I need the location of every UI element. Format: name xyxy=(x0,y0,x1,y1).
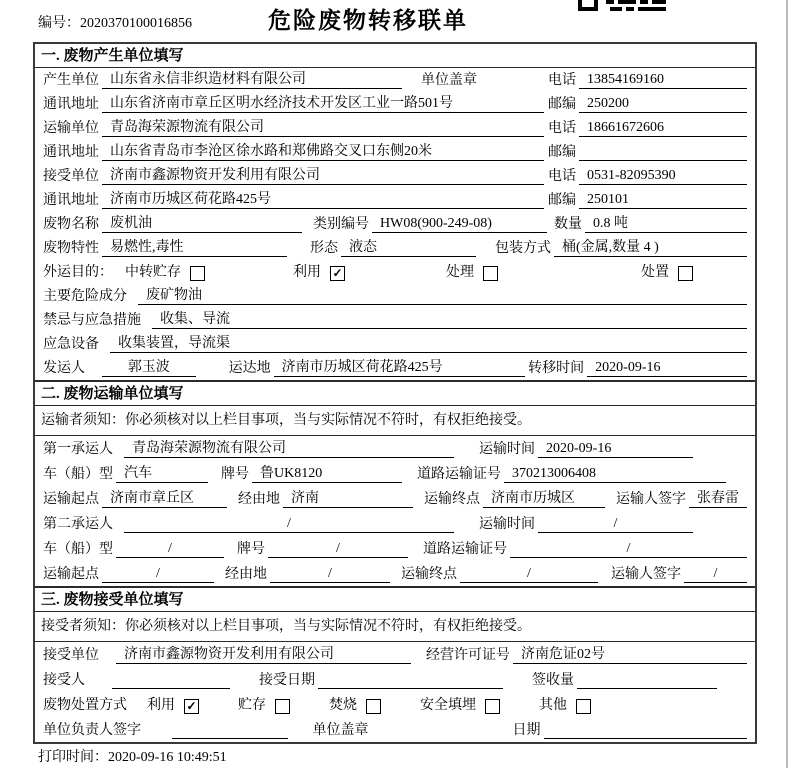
checkbox-label: 利用 xyxy=(293,265,321,280)
section-receiver-title: 三. 废物接受单位填写 xyxy=(35,588,755,612)
field-value: 370213006408 xyxy=(504,465,726,483)
field-label: 运达地 xyxy=(228,361,271,376)
form-row-transport-unit xyxy=(35,116,755,140)
field-label: 电话 xyxy=(548,169,576,184)
form-row-outbound-purpose xyxy=(35,260,755,284)
section-receiver xyxy=(35,586,755,742)
field-value: 0.8 吨 xyxy=(585,215,747,233)
field-value: 0531-82095390 xyxy=(579,167,747,185)
field-label: 车（船）型 xyxy=(43,542,113,557)
form-row-waste-name xyxy=(35,212,755,236)
form-row-responsible-signature xyxy=(35,717,755,742)
checkbox-label: 贮存 xyxy=(238,698,266,713)
field-label: 接受单位 xyxy=(43,169,99,184)
page-title: 危险废物转移联单 xyxy=(268,8,468,33)
field-label: 转移时间 xyxy=(528,361,585,376)
section-producer xyxy=(35,44,755,380)
field-value: 收集、导流 xyxy=(152,311,747,329)
form-row-emergency-measures xyxy=(35,308,755,332)
field-label-stamp: 单位盖章 xyxy=(312,723,369,738)
checkbox-icon xyxy=(275,699,290,714)
field-value xyxy=(579,160,747,161)
field-value xyxy=(544,738,747,739)
field-label: 邮编 xyxy=(548,193,576,208)
checkbox-label: 利用 xyxy=(147,698,175,713)
field-value: 济南危证02号 xyxy=(513,646,747,664)
field-label: 接受单位 xyxy=(43,648,99,663)
field-label: 道路运输证号 xyxy=(423,542,507,557)
field-label: 主要危险成分 xyxy=(43,289,127,304)
field-label: 禁忌与应急措施 xyxy=(43,313,141,328)
checkbox-label: 安全填埋 xyxy=(420,698,476,713)
form-row-shipper xyxy=(35,356,755,380)
form-row-receiver-person xyxy=(35,667,755,692)
checkbox-label: 焚烧 xyxy=(329,698,357,713)
option-transfer-storage xyxy=(122,264,205,281)
field-label: 运输终点 xyxy=(424,492,480,507)
field-label: 运输人签字 xyxy=(616,492,686,507)
field-value xyxy=(577,688,717,689)
form-row-producer-unit xyxy=(35,68,755,92)
form-number-label: 编号： xyxy=(38,16,80,31)
form-row-producer-address xyxy=(35,92,755,116)
form-row-emergency-equipment xyxy=(35,332,755,356)
field-value: 张春雷 xyxy=(689,490,747,508)
field-value: 济南市历城区荷花路425号 xyxy=(102,191,544,209)
field-value: / xyxy=(538,515,693,533)
print-time-value: 2020-09-16 10:49:51 xyxy=(108,750,227,765)
form-row-vehicle-type-2 xyxy=(35,536,755,561)
form-row-receive-unit xyxy=(35,642,755,667)
field-value: 青岛海荣源物流有限公司 xyxy=(124,440,454,458)
field-value: 250101 xyxy=(579,191,747,209)
field-label: 通讯地址 xyxy=(43,97,99,112)
field-value: 废机油 xyxy=(102,215,302,233)
field-value: 2020-09-16 xyxy=(587,359,747,377)
field-label: 经营许可证号 xyxy=(426,648,510,663)
checkbox-label: 处置 xyxy=(641,265,669,280)
field-value: / xyxy=(510,540,747,558)
field-value: 收集装置，导流渠 xyxy=(110,335,747,353)
field-value: 济南市历城区 xyxy=(483,490,605,508)
field-label: 牌号 xyxy=(237,542,265,557)
option-dispose xyxy=(638,264,693,281)
field-label: 签收量 xyxy=(532,673,574,688)
section-producer-title: 一. 废物产生单位填写 xyxy=(35,44,755,68)
field-value xyxy=(172,738,288,739)
field-value: 鲁UK8120 xyxy=(252,465,402,483)
form-row-route-2 xyxy=(35,561,755,586)
option-utilize xyxy=(290,264,345,281)
receiver-notice: 接受者须知：你必须核对以上栏目事项，当与实际情况不符时，有权拒绝接受。 xyxy=(35,612,755,642)
field-label: 道路运输证号 xyxy=(417,467,501,482)
checkbox-label: 其他 xyxy=(539,698,567,713)
checkbox-icon xyxy=(366,699,381,714)
field-value: / xyxy=(460,565,598,583)
field-label: 运输起点 xyxy=(43,567,99,582)
field-value: 2020-09-16 xyxy=(538,440,693,458)
option-storage xyxy=(235,697,290,714)
field-label: 形态 xyxy=(310,241,338,256)
field-value: 山东省永信非织造材料有限公司 xyxy=(102,71,402,89)
field-label: 运输单位 xyxy=(43,121,99,136)
field-label: 车（船）型 xyxy=(43,467,113,482)
field-label: 外运目的： xyxy=(43,265,113,280)
field-label: 运输终点 xyxy=(401,567,457,582)
form-row-route-1 xyxy=(35,486,755,511)
section-transporter xyxy=(35,380,755,586)
field-value: HW08(900-249-08) xyxy=(372,215,547,233)
form-row-second-carrier xyxy=(35,511,755,536)
field-label: 废物特性 xyxy=(43,241,99,256)
field-label: 单位负责人签字 xyxy=(43,723,141,738)
field-value: 汽车 xyxy=(116,465,208,483)
field-value: 郭玉波 xyxy=(102,359,196,377)
field-value: / xyxy=(124,515,454,533)
form-number-value: 2020370100016856 xyxy=(80,16,192,31)
field-value xyxy=(112,688,230,689)
transporter-notice: 运输者须知：你必须核对以上栏目事项，当与实际情况不符时，有权拒绝接受。 xyxy=(35,406,755,436)
field-label: 通讯地址 xyxy=(43,193,99,208)
field-label: 废物处置方式 xyxy=(43,698,127,713)
field-label: 接受人 xyxy=(43,673,85,688)
option-treat xyxy=(443,264,498,281)
form-row-waste-character xyxy=(35,236,755,260)
field-value: 13854169160 xyxy=(579,71,747,89)
checkbox-icon xyxy=(576,699,591,714)
field-value: 山东省青岛市李沧区徐水路和郑佛路交叉口东侧20米 xyxy=(102,143,544,161)
page-header xyxy=(0,0,796,42)
form-row-receiver-address xyxy=(35,188,755,212)
option-utilize xyxy=(144,697,199,714)
checkbox-icon xyxy=(678,266,693,281)
transfer-form xyxy=(33,42,757,744)
option-safe-landfill xyxy=(417,697,500,714)
page-edge-line xyxy=(786,0,788,768)
field-label: 运输起点 xyxy=(43,492,99,507)
field-label: 运输人签字 xyxy=(611,567,681,582)
field-label: 运输时间 xyxy=(479,517,535,532)
field-value: 济南市鑫源物资开发利用有限公司 xyxy=(102,167,544,185)
field-value: 250200 xyxy=(579,95,747,113)
field-label: 产生单位 xyxy=(43,73,99,88)
field-label: 经由地 xyxy=(225,567,267,582)
form-row-disposal-method xyxy=(35,692,755,717)
checkbox-icon xyxy=(485,699,500,714)
field-label: 包装方式 xyxy=(495,241,551,256)
section-transporter-title: 二. 废物运输单位填写 xyxy=(35,382,755,406)
field-value: / xyxy=(684,565,747,583)
field-value: 废矿物油 xyxy=(138,287,747,305)
checkbox-icon xyxy=(483,266,498,281)
field-value: 济南市章丘区 xyxy=(102,490,227,508)
field-label: 第一承运人 xyxy=(43,442,113,457)
field-value xyxy=(318,688,503,689)
checkbox-label: 中转贮存 xyxy=(125,265,181,280)
option-other xyxy=(536,697,591,714)
form-row-vehicle-type-1 xyxy=(35,461,755,486)
field-label: 邮编 xyxy=(548,97,576,112)
field-label-stamp: 单位盖章 xyxy=(421,73,477,88)
field-value: / xyxy=(102,565,214,583)
checkbox-icon-checked: ✓ xyxy=(330,266,345,281)
print-time-label: 打印时间： xyxy=(38,750,108,765)
field-value: 18661672606 xyxy=(579,119,747,137)
form-row-transport-address xyxy=(35,140,755,164)
checkbox-icon xyxy=(190,266,205,281)
qr-code-fragment xyxy=(578,0,668,11)
field-value: 山东省济南市章丘区明水经济技术开发区工业一路501号 xyxy=(102,95,544,113)
checkbox-icon-checked: ✓ xyxy=(184,699,199,714)
field-value: 济南市鑫源物资开发利用有限公司 xyxy=(116,646,411,664)
field-label: 应急设备 xyxy=(43,337,99,352)
checkbox-label: 处理 xyxy=(446,265,474,280)
field-label: 通讯地址 xyxy=(43,145,99,160)
field-label: 发运人 xyxy=(43,361,85,376)
field-label: 运输时间 xyxy=(479,442,535,457)
option-incinerate xyxy=(326,697,381,714)
field-value: 济南 xyxy=(283,490,413,508)
field-label: 牌号 xyxy=(221,467,249,482)
field-label: 数量 xyxy=(554,217,582,232)
field-value: / xyxy=(116,540,224,558)
field-value: 济南市历城区荷花路425号 xyxy=(274,359,526,377)
form-row-receiver-unit xyxy=(35,164,755,188)
field-label: 电话 xyxy=(548,73,576,88)
field-value: 易燃性,毒性 xyxy=(102,239,287,257)
form-row-hazard-component xyxy=(35,284,755,308)
field-value: 液态 xyxy=(341,239,476,257)
field-label: 接受日期 xyxy=(259,673,315,688)
field-label: 类别编号 xyxy=(313,217,369,232)
field-label: 废物名称 xyxy=(43,217,99,232)
field-label: 经由地 xyxy=(238,492,280,507)
field-label: 邮编 xyxy=(548,145,576,160)
field-value: 青岛海荣源物流有限公司 xyxy=(102,119,544,137)
form-row-first-carrier xyxy=(35,436,755,461)
field-label: 第二承运人 xyxy=(43,517,113,532)
field-label: 电话 xyxy=(548,121,576,136)
field-value: / xyxy=(268,540,408,558)
print-time xyxy=(38,746,227,766)
field-value: 桶(金属,数量 4 ) xyxy=(554,239,747,257)
field-value: / xyxy=(270,565,390,583)
field-label: 日期 xyxy=(512,723,541,738)
